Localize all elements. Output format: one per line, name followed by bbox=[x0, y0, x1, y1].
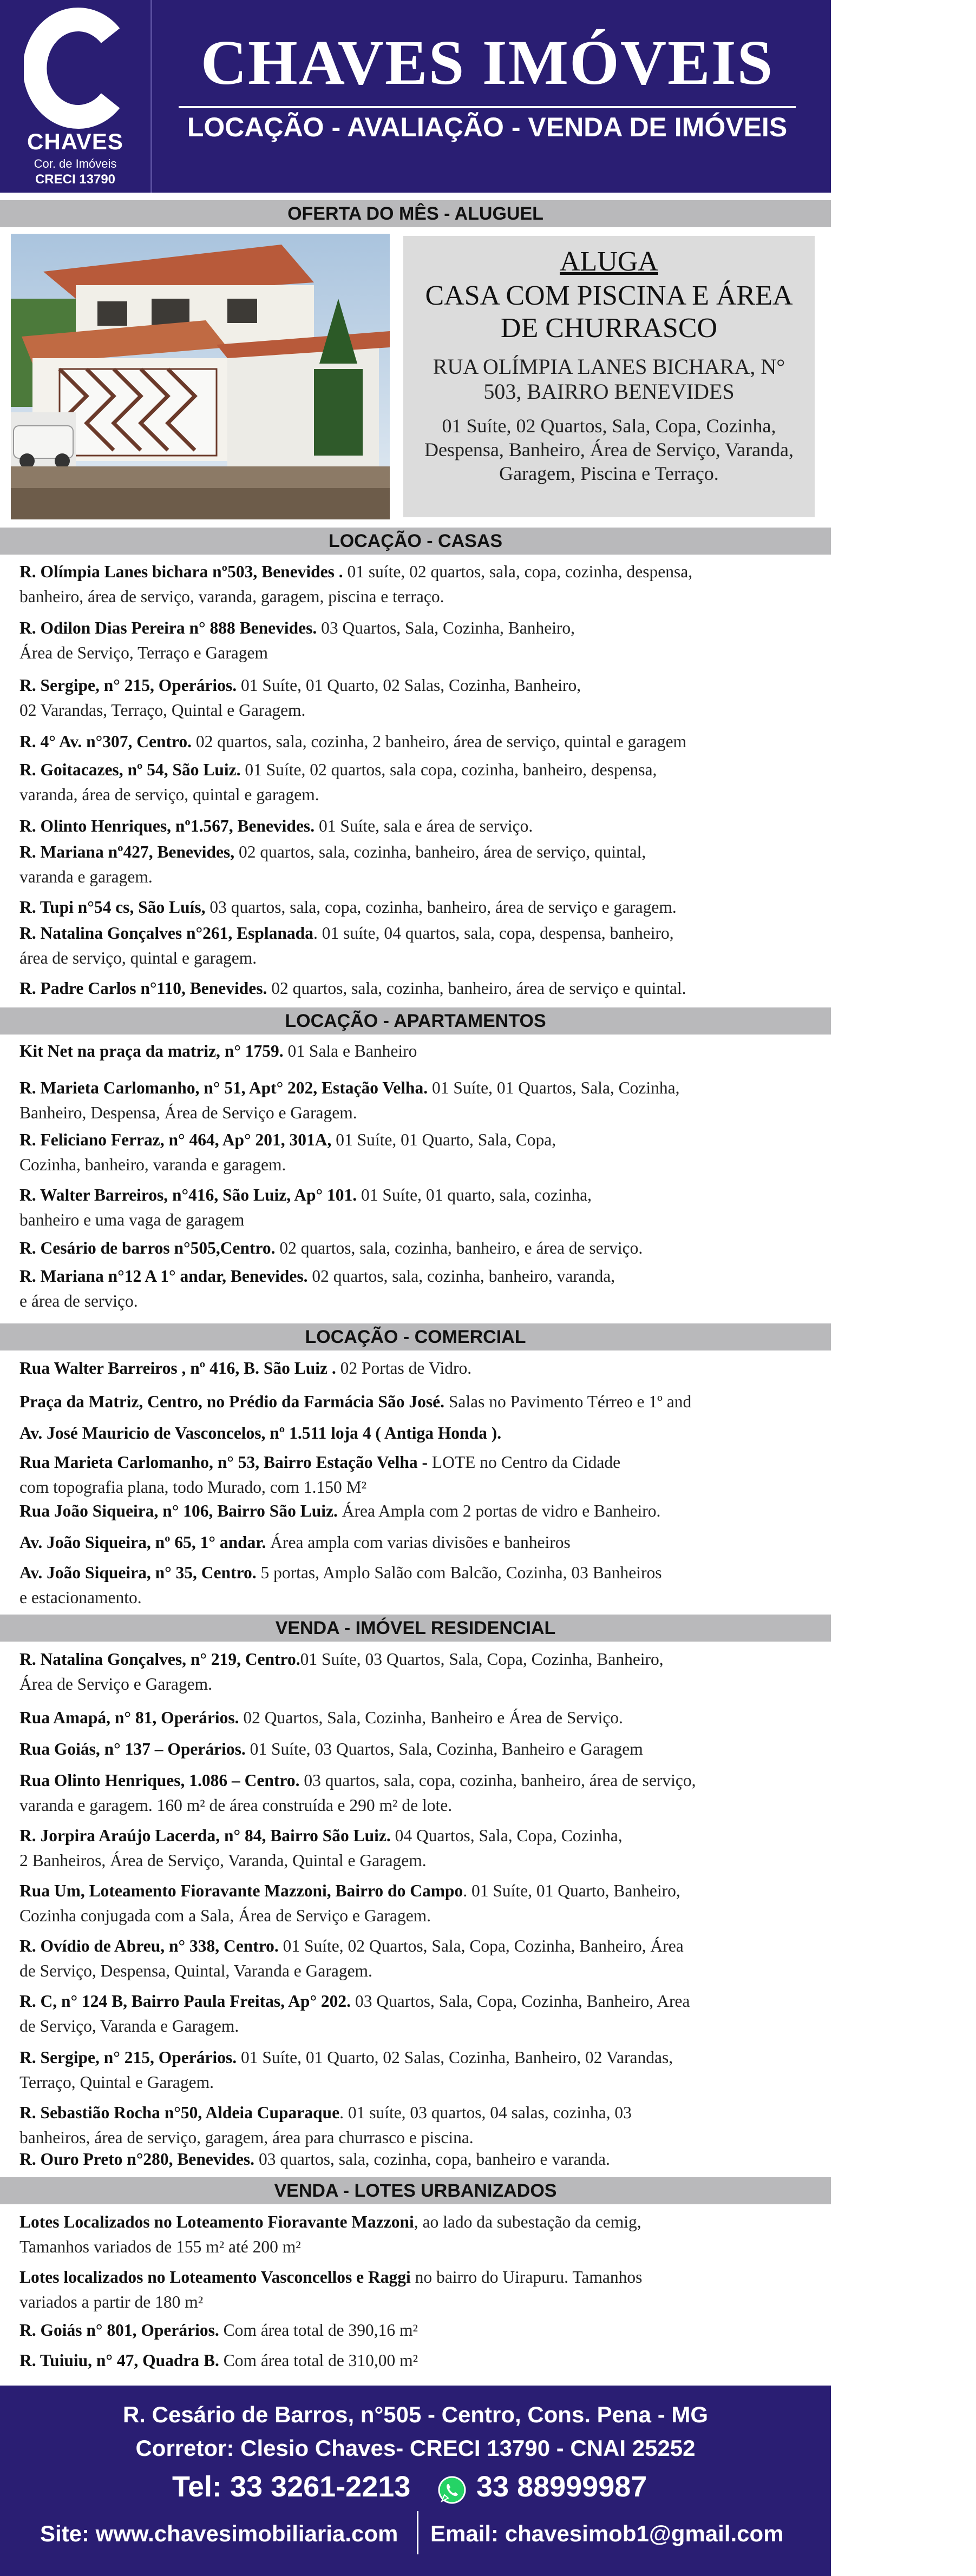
footer-broker: Corretor: Clesio Chaves- CRECI 13790 - CNAI 25252 bbox=[135, 2435, 696, 2461]
listing-item: R. Tuiuiu, n° 47, Quadra B. Com área total de 310,00 m² bbox=[19, 2351, 418, 2370]
listing-item: R. Sebastião Rocha n°50, Aldeia Cuparaque. 01 suíte, 03 quartos, 04 salas, cozinha, 03 banheiros, área de serviço, garagem, área para churrasco e piscina. bbox=[19, 2103, 632, 2147]
logo-c-icon bbox=[24, 3, 127, 133]
whatsapp-number[interactable]: 33 88999987 bbox=[476, 2470, 647, 2503]
listing-item: R. Padre Carlos n°110, Benevides. 02 quartos, sala, cozinha, banheiro, área de serviço e quintal. bbox=[19, 979, 686, 998]
section-bar-casas: LOCAÇÃO - CASAS bbox=[0, 528, 831, 555]
footer bbox=[0, 2386, 831, 2576]
house-photo bbox=[11, 234, 390, 519]
page-margin bbox=[831, 0, 976, 2576]
brand-tagline: LOCAÇÃO - AVALIAÇÃO - VENDA DE IMÓVEIS bbox=[187, 112, 788, 142]
footer-address: R. Cesário de Barros, n°505 - Centro, Cons. Pena - MG bbox=[122, 2402, 709, 2427]
listing-item: R. Marieta Carlomanho, n° 51, Apt° 202, Estação Velha. 01 Suíte, 01 Quartos, Sala, Cozinha, Banheiro, Despensa, Área de Serviço e Garagem. bbox=[19, 1078, 680, 1122]
offer-headline: CASA COM PISCINA E ÁREA DE CHURRASCO bbox=[425, 280, 793, 344]
logo-creci: CRECI 13790 bbox=[35, 172, 116, 187]
section-bar-apartamentos: LOCAÇÃO - APARTAMENTOS bbox=[0, 1007, 831, 1035]
section-bar-offer: OFERTA DO MÊS - ALUGUEL bbox=[0, 200, 831, 227]
offer-label: ALUGA bbox=[560, 246, 658, 277]
listing-item: R. Olímpia Lanes bichara nº503, Benevides . 01 suíte, 02 quartos, sala, copa, cozinha, despensa, banheiro, área de serviço, varanda, garagem, piscina e terraço. bbox=[19, 562, 693, 606]
listing-item: Av. João Siqueira, nº 65, 1° andar. Área ampla com varias divisões e banheiros bbox=[19, 1533, 571, 1552]
listing-item: R. Ovídio de Abreu, n° 338, Centro. 01 Suíte, 02 Quartos, Sala, Copa, Cozinha, Banheiro, Área de Serviço, Despensa, Quintal, Varanda e Garagem. bbox=[19, 1936, 684, 1980]
listing-item: R. Odilon Dias Pereira n° 888 Benevides. 03 Quartos, Sala, Cozinha, Banheiro, Área de Serviço, Terraço e Garagem bbox=[19, 618, 575, 662]
listing-item: R. Mariana nº427, Benevides, 02 quartos, sala, cozinha, banheiro, área de serviço, quintal, varanda e garagem. bbox=[19, 842, 646, 886]
footer-divider bbox=[417, 2511, 418, 2554]
listing-item: Rua Um, Loteamento Fioravante Mazzoni, Bairro do Campo. 01 Suíte, 01 Quarto, Banheiro, Cozinha conjugada com a Sala, Área de Serviço e Garagem. bbox=[19, 1881, 680, 1925]
section-bar-lotes: VENDA - LOTES URBANIZADOS bbox=[0, 2177, 831, 2204]
whatsapp-icon bbox=[437, 2475, 467, 2505]
listing-item: Praça da Matriz, Centro, no Prédio da Farmácia São José. Salas no Pavimento Térreo e 1º and bbox=[19, 1392, 692, 1411]
listing-item: R. Mariana n°12 A 1° andar, Benevides. 02 quartos, sala, cozinha, banheiro, varanda, e área de serviço. bbox=[19, 1267, 615, 1310]
offer-address: RUA OLÍMPIA LANES BICHARA, N° 503, BAIRRO BENEVIDES bbox=[433, 354, 785, 404]
section-bar-residencial: VENDA - IMÓVEL RESIDENCIAL bbox=[0, 1615, 831, 1642]
listing-item: R. 4° Av. n°307, Centro. 02 quartos, sala, cozinha, 2 banheiro, área de serviço, quintal e garagem bbox=[19, 732, 687, 751]
listing-item: Rua João Siqueira, n° 106, Bairro São Luiz. Área Ampla com 2 portas de vidro e Banheiro. bbox=[19, 1501, 661, 1520]
logo-subtitle: Cor. de Imóveis bbox=[34, 157, 117, 170]
site-link[interactable]: Site: www.chavesimobiliaria.com bbox=[40, 2521, 398, 2546]
offer-details: 01 Suíte, 02 Quartos, Sala, Copa, Cozinha, Despensa, Banheiro, Área de Serviço, Varanda, Garagem, Piscina e Terraço. bbox=[424, 415, 794, 484]
listing-item: R. Goitacazes, nº 54, São Luiz. 01 Suíte, 02 quartos, sala copa, cozinha, banheiro, despensa, varanda, área de serviço, quintal e garagem. bbox=[19, 760, 657, 804]
listing-item: R. Tupi n°54 cs, São Luís, 03 quartos, sala, copa, cozinha, banheiro, área de serviço e garagem. bbox=[19, 898, 677, 917]
listing-item: Av. José Mauricio de Vasconcelos, nº 1.511 loja 4 ( Antiga Honda ). bbox=[19, 1424, 502, 1442]
brand-divider bbox=[179, 106, 796, 108]
listing-item: R. Natalina Gonçalves, n° 219, Centro.01 Suíte, 03 Quartos, Sala, Copa, Cozinha, Banheiro, Área de Serviço e Garagem. bbox=[19, 1650, 664, 1694]
listing-item: R. Walter Barreiros, n°416, São Luiz, Ap° 101. 01 Suíte, 01 quarto, sala, cozinha, banheiro e uma vaga de garagem bbox=[19, 1185, 592, 1229]
listing-item: Rua Amapá, n° 81, Operários. 02 Quartos, Sala, Cozinha, Banheiro e Área de Serviço. bbox=[19, 1708, 623, 1727]
section-bar-comercial: LOCAÇÃO - COMERCIAL bbox=[0, 1323, 831, 1350]
offer-panel bbox=[403, 236, 815, 517]
listing-item: R. Feliciano Ferraz, n° 464, Ap° 201, 301A, 01 Suíte, 01 Quarto, Sala, Copa, Cozinha, banheiro, varanda e garagem. bbox=[19, 1130, 556, 1174]
listing-item: Kit Net na praça da matriz, n° 1759. 01 Sala e Banheiro bbox=[19, 1042, 417, 1060]
listing-item: R. C, n° 124 B, Bairro Paula Freitas, Ap° 202. 03 Quartos, Sala, Copa, Cozinha, Banheiro, Area de Serviço, Varanda e Garagem. bbox=[19, 1992, 690, 2035]
logo-name: CHAVES bbox=[27, 129, 123, 154]
header bbox=[0, 0, 831, 193]
house-photo-image bbox=[11, 234, 390, 519]
listing-item: R. Ouro Preto n°280, Benevides. 03 quartos, sala, cozinha, copa, banheiro e varanda. bbox=[19, 2150, 610, 2169]
listing-item: R. Sergipe, n° 215, Operários. 01 Suíte, 01 Quarto, 02 Salas, Cozinha, Banheiro, 02 Varandas, Terraço, Quintal e Garagem. bbox=[19, 676, 581, 720]
listing-item: Rua Goiás, n° 137 – Operários. 01 Suíte, 03 Quartos, Sala, Cozinha, Banheiro e Garagem bbox=[19, 1740, 643, 1758]
listing-item: R. Sergipe, n° 215, Operários. 01 Suíte, 01 Quarto, 02 Salas, Cozinha, Banheiro, 02 Varandas, Terraço, Quintal e Garagem. bbox=[19, 2048, 673, 2092]
listing-item: Rua Olinto Henriques, 1.086 – Centro. 03 quartos, sala, copa, cozinha, banheiro, área de serviço, varanda e garagem. 160 m² de área construída e 290 m² de lote. bbox=[19, 1771, 696, 1815]
listing-item: R. Goiás n° 801, Operários. Com área total de 390,16 m² bbox=[19, 2321, 418, 2340]
brand-title: CHAVES IMÓVEIS bbox=[200, 27, 774, 98]
listing-item: Av. João Siqueira, n° 35, Centro. 5 portas, Amplo Salão com Balcão, Cozinha, 03 Banheiros e estacionamento. bbox=[19, 1563, 662, 1607]
listing-item: R. Jorpira Araújo Lacerda, n° 84, Bairro São Luiz. 04 Quartos, Sala, Copa, Cozinha, 2 Banheiros, Área de Serviço, Varanda, Quintal e Garagem. bbox=[19, 1826, 623, 1870]
listing-item: Rua Walter Barreiros , nº 416, B. São Luiz . 02 Portas de Vidro. bbox=[19, 1359, 472, 1378]
listing-item: Lotes Localizados no Loteamento Fioravante Mazzoni, ao lado da subestação da cemig, Tamanhos variados de 155 m² até 200 m² bbox=[19, 2212, 641, 2256]
listing-item: Lotes localizados no Loteamento Vasconcellos e Raggi no bairro do Uirapuru. Tamanhos variados a partir de 180 m² bbox=[19, 2268, 643, 2311]
listing-item: Rua Marieta Carlomanho, n° 53, Bairro Estação Velha - LOTE no Centro da Cidade com topografia plana, todo Murado, com 1.150 M² bbox=[19, 1453, 621, 1497]
phone-number[interactable]: Tel: 33 3261-2213 bbox=[172, 2470, 411, 2503]
listing-item: R. Olinto Henriques, nº1.567, Benevides. 01 Suíte, sala e área de serviço. bbox=[19, 816, 533, 835]
email-link[interactable]: Email: chavesimob1@gmail.com bbox=[430, 2521, 784, 2546]
logo bbox=[0, 0, 152, 193]
listing-item: R. Natalina Gonçalves n°261, Esplanada. 01 suíte, 04 quartos, sala, copa, despensa, banheiro, área de serviço, quintal e garagem. bbox=[19, 924, 674, 967]
listing-item: R. Cesário de barros n°505,Centro. 02 quartos, sala, cozinha, banheiro, e área de serviço. bbox=[19, 1238, 643, 1257]
